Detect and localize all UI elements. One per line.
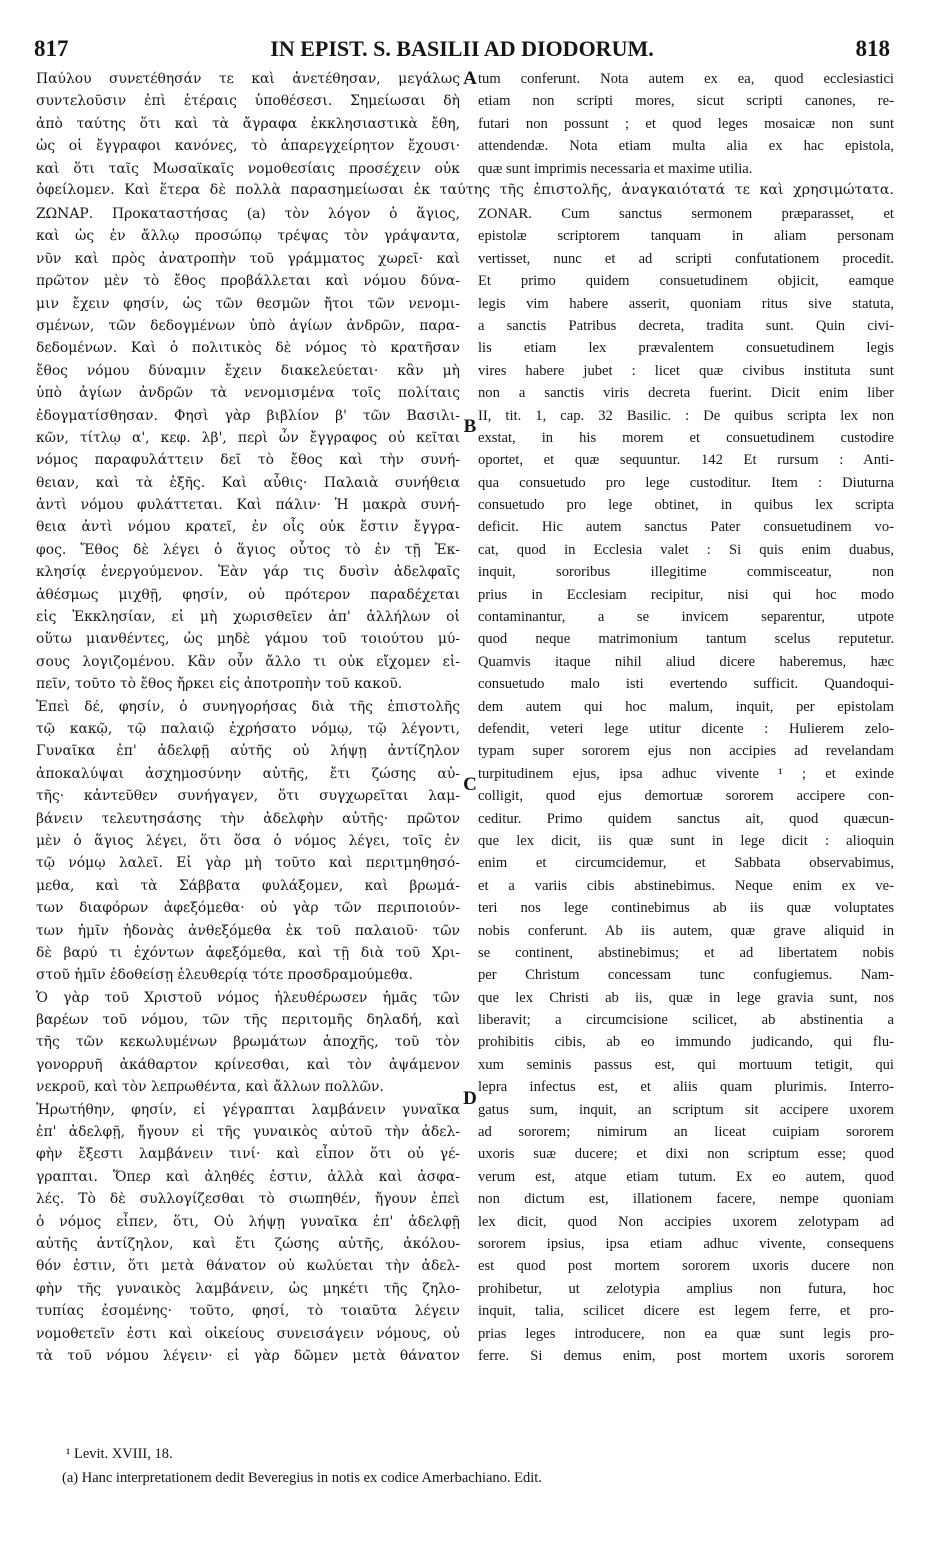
latin-column-body bbox=[478, 203, 894, 1367]
text-line: ὡς οἱ ἔγγραφοι κανόνες, τὸ ἀπαρεγχείρητον ἔχουσι· bbox=[36, 138, 460, 155]
text-line: consuetudo pro lege obtinet, in quibus lex scripta bbox=[478, 497, 894, 514]
text-line: καὶ ὡς ἐν ἄλλῳ προσώπῳ τρέψας τὸν γράψαντα, bbox=[36, 228, 460, 245]
text-line: inquit, talia, scilicet dicere est legem ferre, et pro- bbox=[478, 1303, 894, 1320]
text-line: καὶ ὅτι ταῖς Μωσαϊκαῖς νομοθεσίαις προσέχειν οὐκ bbox=[36, 160, 460, 177]
text-line: οὕτω μιανθέντες, ὡς μηδὲ γάμου τοῦ τοιούτου μύ- bbox=[36, 631, 460, 648]
text-line: τῷ νόμῳ λαλεῖ. Εἰ γὰρ μὴ τοῦτο καὶ περιτμηθησό- bbox=[36, 855, 460, 872]
text-line: των διαφόρων ἀφεξόμεθα· οὐ γὰρ τῶν περιποιούν- bbox=[36, 900, 460, 917]
text-line: uxoris suæ ducere; et dixi non scriptum esse; quod bbox=[478, 1146, 894, 1163]
text-line: τὰ τοῦ νόμου λέγειν· εἰ γὰρ δῶμεν μετὰ θάνατον bbox=[36, 1347, 460, 1364]
text-line: prohibitis cibis, ab eo immundo judicando, qui flu- bbox=[478, 1034, 894, 1051]
text-line: sororem ipsius, ipsa etiam adhuc vivente, consequens bbox=[478, 1235, 894, 1252]
footnote-editor: (a) Hanc interpretationem dedit Beveregius in notis ex codice Amerbachiano. Edit. bbox=[62, 1470, 542, 1486]
text-line: est quod post mortem sororem uxoris ducere non bbox=[478, 1258, 894, 1275]
text-line: φὴν τῆς γυναικὸς λαμβάνειν, ὡς μηκέτι τῆς ζηλο- bbox=[36, 1280, 460, 1297]
text-line: θειαν, καὶ τὰ ἑξῆς. Καὶ αὖθις· Παλαιὰ συνήθεια bbox=[36, 474, 460, 491]
text-line: ὑπὸ ἁγίων ἀνδρῶν τὰ νενομισμένα τοῖς πολίταις bbox=[36, 385, 460, 402]
text-line: Ὁ γὰρ τοῦ Χριστοῦ νόμος ἠλευθέρωσεν ἡμᾶς τῶν bbox=[36, 989, 460, 1006]
text-line: γραπται. Ὅπερ καὶ ἀληθές ἐστιν, ἀλλὰ καὶ ἀσφα- bbox=[36, 1168, 460, 1185]
text-line: θεια ἀντὶ νόμου κρατεῖ, ἐν οἷς οὐκ ἔστιν ἔγγρα- bbox=[36, 519, 460, 536]
text-line: δεδομένων. Καὶ ὁ πολιτικὸς δὲ νόμος τὸ κρατῆσαν bbox=[36, 340, 460, 357]
text-line: prias leges introducere, non ea quæ sunt legis pro- bbox=[478, 1325, 894, 1342]
text-line: μὲν ὁ ἅγιος λέγει, ὅτι ὅσα ὁ νόμος λέγει, τοῖς ἐν bbox=[36, 832, 460, 849]
greek-column-top bbox=[36, 68, 460, 180]
footnote-levit: ¹ Levit. XVIII, 18. bbox=[66, 1446, 173, 1462]
text-line: tum conferunt. Nota autem ex ea, quod ecclesiastici bbox=[478, 71, 894, 87]
text-line: φος. Ἔθος δὲ λέγει ὁ ἅγιος οὗτος τὸ ἐν τῇ Ἐκ- bbox=[36, 541, 460, 558]
text-line: prius in Ecclesiam recipitur, nisi qui hoc modo bbox=[478, 586, 894, 603]
text-line: ἀποκαλύψαι ἀσχημοσύνην αὐτῆς, ἔτι ζώσης αὐ- bbox=[36, 765, 460, 782]
text-line: futari non possunt ; et quod leges mosaicæ non sunt bbox=[478, 115, 894, 132]
text-line: ὁ νόμος εἶπεν, ὅτι, Οὐ λήψῃ γυναῖκα ἐπ' ἀδελφῇ bbox=[36, 1213, 460, 1230]
latin-column-top bbox=[478, 68, 894, 180]
page-number-left: 817 bbox=[34, 36, 69, 61]
text-line: lis etiam lex prævalentem consuetudinem legis bbox=[478, 340, 894, 357]
text-line: των ἡμῖν ἡδονὰς ἀνθεξόμεθα ἐκ τοῦ παλαιοῦ· τῶν bbox=[36, 922, 460, 939]
text-line: Ἠρωτήθην, φησίν, εἰ γέγραπται λαμβάνειν γυναῖκα bbox=[36, 1101, 460, 1118]
text-line: ἐπ' ἀδελφῇ, ἤγουν εἰ τῆς γυναικὸς αὐτοῦ τὴν ἀδελ- bbox=[36, 1124, 460, 1141]
text-line: ἀπὸ ταύτης ὅτι καὶ τὰ ἄγραφα ἐκκλησιαστικὰ ἔθη, bbox=[36, 115, 460, 132]
text-line: inquit, sororibus illegitime commisceatur, non bbox=[478, 564, 894, 581]
text-line: qua consuetudo pro lege custoditur. Item : Diuturna bbox=[478, 474, 894, 491]
text-line: θόν ἐστιν, ὅτι μετὰ θάνατον οὐ κωλύεται τὴν ἀδελ- bbox=[36, 1258, 460, 1275]
text-line: epistolæ scriptorem tanquam in aliam personam bbox=[478, 228, 894, 245]
text-line: a sanctis Patribus decreta, tradita sunt. Quin civi- bbox=[478, 317, 894, 334]
text-line: Παύλου συνετέθησάν τε καὶ ἀνετέθησαν, μεγάλως bbox=[36, 71, 460, 87]
text-line: vertisset, nunc et ad scripti confutationem procedit. bbox=[478, 250, 894, 267]
text-line: defendit, veteri lege utitur dicente : Hulierem zelo- bbox=[478, 720, 894, 737]
text-line: lex dicit, quod Non accipies uxorem zelotypam ad bbox=[478, 1213, 894, 1230]
margin-mark-b: B bbox=[463, 416, 477, 437]
text-line: νόμος παραφυλάττειν δεῖ τὸ ἔθος καὶ τὴν συνή- bbox=[36, 452, 460, 469]
text-line: teri nos lege continebimus ab iis quæ voluptates bbox=[478, 900, 894, 917]
text-line: typam super sororem ejus non accipies ad revelandam bbox=[478, 743, 894, 760]
text-line: ceditur. Primo quidem sanctus ait, quod quæcun- bbox=[478, 810, 894, 827]
spanning-line: ὀφείλομεν. Καὶ ἕτερα δὲ πολλὰ παρασημείωσαι ἐκ ταύτης τῆς ἐπιστολῆς, ἀναγκαιότατά τε καὶ χρησιμώτατα. bbox=[36, 182, 894, 198]
text-line: πρῶτον μὲν τὸ ἔθος προβάλλεται καὶ νόμου δύνα- bbox=[36, 273, 460, 290]
text-line: ZONAR. Cum sanctus sermonem præparasset, et bbox=[478, 206, 894, 222]
text-line: exstat, in his morem et consuetudinem custodire bbox=[478, 429, 894, 446]
page-number-right: 818 bbox=[855, 36, 890, 61]
text-line: βάνειν τελευτησάσης τὴν ἀδελφὴν αὐτῆς· πρῶτον bbox=[36, 810, 460, 827]
text-line: Quamvis itaque nihil aliud dicere haberemus, hæc bbox=[478, 653, 894, 670]
margin-mark-c: C bbox=[463, 774, 477, 795]
text-line: Γυναῖκα ἐπ' ἀδελφῇ αὐτῆς οὐ λήψῃ ἀντίζηλον bbox=[36, 743, 460, 760]
margin-mark-d: D bbox=[463, 1088, 477, 1109]
page-header bbox=[34, 36, 890, 66]
text-line: lepra infectus est, et aliis quam plurimis. Interro- bbox=[478, 1079, 894, 1096]
text-line: τῆς τῶν κεκωλυμένων βρωμάτων ἀποχῆς, τοῦ τὸν bbox=[36, 1034, 460, 1051]
text-line: et a variis cibis abstinebimus. Neque enim ex ve- bbox=[478, 877, 894, 894]
text-line: δὲ βαρύ τι ἐχόντων ἀφεξόμεθα, καὶ τῇ διὰ τοῦ Χρι- bbox=[36, 944, 460, 961]
text-line: deficit. Hic autem sanctus Pater consuetudinem vo- bbox=[478, 519, 894, 536]
margin-mark-a: A bbox=[463, 68, 477, 89]
text-line: colligit, quod ejus demortuæ sororem accipere con- bbox=[478, 788, 894, 805]
text-line: legis vim habere asserit, quoniam ritus sive statuta, bbox=[478, 295, 894, 312]
text-line: ΖΩΝΑΡ. Προκαταστήσας (a) τὸν λόγον ὁ ἅγιος, bbox=[36, 206, 460, 222]
text-line: non a sanctis viris decreta fuerint. Dicit enim liber bbox=[478, 385, 894, 402]
text-line: xum seminis passus est, qui mortuum tetigit, qui bbox=[478, 1056, 894, 1073]
text-line: que lex dicit, iis quæ sunt in lege dicit : alioquin bbox=[478, 832, 894, 849]
text-line: Et primo quidem consuetudinem objicit, eamque bbox=[478, 273, 894, 290]
text-line: νῦν καὶ πρὸς ἀνατροπὴν τοῦ γράμματος χωρεῖ· καὶ bbox=[36, 250, 460, 267]
text-line: γονορρυῆ ἀκάθαρτον κρίνεσθαι, καὶ τὸν ἁψάμενον bbox=[36, 1056, 460, 1073]
text-line: Ἐπεὶ δέ, φησίν, ὁ συνηγορήσας διὰ τῆς ἐπιστολῆς bbox=[36, 698, 460, 715]
text-line: turpitudinem ejus, ipsa adhuc vivente ¹ ; et exinde bbox=[478, 765, 894, 782]
text-line: ἐδογματίσθησαν. Φησὶ γὰρ βιβλίον β' τῶν Βασιλι- bbox=[36, 407, 460, 424]
text-line: liberavit; a circumcisione scilicet, ab abstinentia a bbox=[478, 1012, 894, 1029]
text-line: dem autem qui hoc malum, inquit, per epistolam bbox=[478, 698, 894, 715]
text-line: II, tit. 1, cap. 32 Basilic. : De quibus scripta lex non bbox=[478, 407, 894, 424]
text-line: τῆς· κἀντεῦθεν συνήγαγεν, ὅτι συγχωρεῖται λαμ- bbox=[36, 788, 460, 805]
text-line: νεκροῦ, καὶ τὸν λεπρωθέντα, καὶ ἄλλων πολλῶν. bbox=[36, 1079, 384, 1096]
text-line: τῷ κακῷ, τῷ παλαιῷ ἐχρήσατο νόμῳ, τῷ λέγοντι, bbox=[36, 720, 460, 737]
text-line: nobis conferunt. Ab iis autem, quæ grave aliquid in bbox=[478, 922, 894, 939]
running-title: IN EPIST. S. BASILII AD DIODORUM. bbox=[270, 36, 654, 61]
text-line: σους λογιζομένου. Κἂν οὖν ἄλλο τι οὐκ εἴχομεν εἰ- bbox=[36, 653, 460, 670]
text-line: πεῖν, τοῦτο τὸ ἔθος ἤρκει εἰς ἀποτροπὴν τοῦ κακοῦ. bbox=[36, 676, 403, 693]
text-line: cat, quod in Ecclesia valet : Si quis enim duabus, bbox=[478, 541, 894, 558]
text-line: enim et circumcidemur, et Sabbata observabimus, bbox=[478, 855, 894, 872]
text-line: βαρέων τοῦ νόμου, τῶν τῆς περιτομῆς δηλαδή, καὶ bbox=[36, 1012, 460, 1029]
greek-column-body bbox=[36, 203, 460, 1367]
text-line: oportet, et quæ sequuntur. 142 Et rursum : Anti- bbox=[478, 452, 894, 469]
text-line: φὴν ἔξεστι λαμβάνειν τινί· καὶ εἶπον ὅτι οὐ γέ- bbox=[36, 1146, 460, 1163]
text-line: μιν ἔχειν φησίν, ὡς τῶν θεσμῶν ἤτοι τῶν νενομι- bbox=[36, 295, 460, 312]
text-line: attendendæ. Nota etiam multa alia ex hac epistola, bbox=[478, 138, 894, 155]
text-line: ἀντὶ νόμου φυλάττεται. Καὶ πάλιν· Ἡ μακρὰ συνή- bbox=[36, 497, 460, 514]
text-line: σμένων, τῶν δεδογμένων ὑπὸ ἁγίων ἀνδρῶν, παρα- bbox=[36, 317, 460, 334]
text-line: ἔθος νόμου δύναμιν ἔχειν διακελεύεται· κἂν μὴ bbox=[36, 362, 460, 379]
text-line: συντελοῦσιν ἐπὶ ἑτέραις ὑποθέσεσι. Σημείωσαι δὴ bbox=[36, 93, 460, 110]
text-line: vires habere jubet : licet quæ civibus instituta sunt bbox=[478, 362, 894, 379]
text-line: νομοθετεῖν ἐστι καὶ οἰκείους συνεισάγειν νόμους, οὐ bbox=[36, 1325, 460, 1342]
text-line: gatus sum, inquit, an scriptum sit accipere uxorem bbox=[478, 1101, 894, 1118]
text-line: verum est, atque etiam tutum. Ex eo autem, quod bbox=[478, 1168, 894, 1185]
text-line: que lex Christi ab iis, quæ in lege gravia sunt, nos bbox=[478, 989, 894, 1006]
text-line: se continent, abstinebimus; et ad libertatem nobis bbox=[478, 944, 894, 961]
text-line: non dictum est, illationem facere, nempe quoniam bbox=[478, 1191, 894, 1208]
text-line: per Christum concessam tunc confugiemus. Nam- bbox=[478, 967, 894, 984]
text-line: quæ sunt imprimis necessaria et maxime utilia. bbox=[478, 160, 753, 177]
text-line: consuetudo malo isti evertendo sufficit. Quandoqui- bbox=[478, 676, 894, 693]
text-line: στοῦ ἡμῖν ἐδοθείσῃ ἐλευθερίᾳ τότε προσδραμούμεθα. bbox=[36, 967, 413, 984]
text-line: ἀθέσμως μιχθῇ, φησίν, οὐ πρότερον παραδέχεται bbox=[36, 586, 460, 603]
text-line: etiam non scripti mores, sicut scripti canones, re- bbox=[478, 93, 894, 110]
text-line: contaminantur, a se invicem separentur, utpote bbox=[478, 609, 894, 626]
text-line: μεθα, καὶ τὰ Σάββατα φυλάξομεν, καὶ βρωμά- bbox=[36, 877, 460, 894]
text-line: κῶν, τίτλῳ α', κεφ. λβ', περὶ ὧν ἔγγραφος οὐ κεῖται bbox=[36, 429, 460, 446]
text-line: κλησίᾳ ἐνεργούμενον. Ἐὰν γάρ τις δυσὶν ἀδελφαῖς bbox=[36, 564, 460, 581]
text-line: αὐτῆς ἀντίζηλον, καὶ ἔτι ζώσης αὐτῆς, ἀκόλου- bbox=[36, 1235, 460, 1252]
text-line: quod neque matrimonium tantum scelus reputetur. bbox=[478, 631, 894, 648]
text-line: λές. Τὸ δὲ συλλογίζεσθαι τὸ σιωπηθέν, ἤγουν ἐπεὶ bbox=[36, 1191, 460, 1208]
text-line: prohibetur, ut zelotypia amplius non futura, hoc bbox=[478, 1280, 894, 1297]
text-line: ad sororem; nimirum an liceat cuipiam sororem bbox=[478, 1124, 894, 1141]
text-line: ferre. Si demus enim, post mortem uxoris sororem bbox=[478, 1347, 894, 1364]
text-line: εἰς Ἐκκλησίαν, εἰ μὴ χωρισθεῖεν ἀπ' ἀλλήλων οἱ bbox=[36, 609, 460, 626]
text-line: τυπίας ἐσομένης· τοῦτο, φησί, τὸ τοιαῦτα λέγειν bbox=[36, 1303, 460, 1320]
